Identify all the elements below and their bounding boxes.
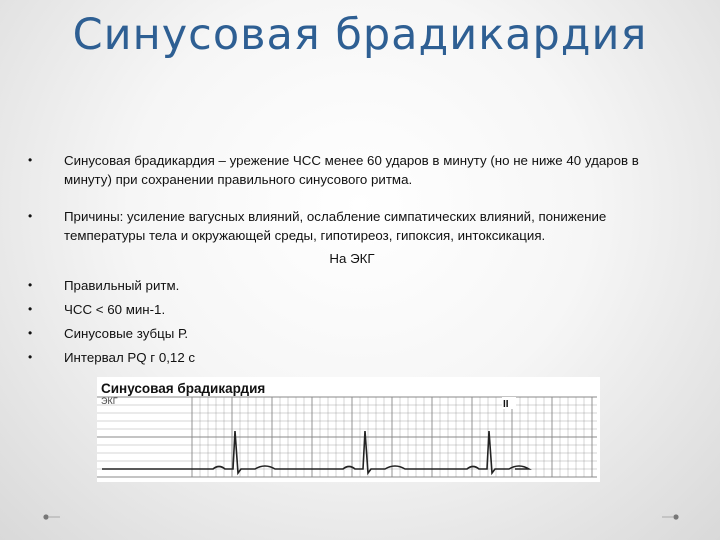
bullet-list bbox=[28, 151, 676, 372]
bullet-criterion-rate bbox=[28, 300, 676, 319]
dots-icon bbox=[661, 514, 679, 520]
ekg-caption: Синусовая брадикардия bbox=[101, 381, 266, 396]
dots-icon bbox=[43, 514, 61, 520]
bullet-dot: • bbox=[28, 350, 33, 364]
bullet-text: Синусовые зубцы Р. bbox=[64, 326, 189, 341]
bullet-dot: • bbox=[28, 278, 33, 292]
bullet-causes bbox=[28, 207, 676, 245]
bullet-criterion-p-waves bbox=[28, 324, 676, 343]
slide-title: Синусовая брадикардия bbox=[72, 10, 648, 60]
bullet-text: Синусовая брадикардия – урежение ЧСС менее 60 ударов в минуту (но не ниже 40 ударов в минуту) при сохранении правильного синусового ритма. bbox=[64, 153, 639, 187]
ekg-figure bbox=[97, 377, 600, 482]
bullet-dot: • bbox=[28, 302, 33, 316]
bullet-definition bbox=[28, 151, 676, 189]
ekg-lead-number: II bbox=[503, 399, 509, 410]
ekg-grid bbox=[97, 397, 597, 477]
bullet-criterion-rhythm bbox=[28, 276, 676, 295]
bullet-text: Причины: усиление вагусных влияний, ослабление симпатических влияний, понижение температуры тела и окружающей среды, гипотиреоз, гипоксия, интоксикация. bbox=[64, 209, 607, 243]
bullet-criterion-pq bbox=[28, 348, 676, 367]
bullet-text: Интервал PQ г 0,12 с bbox=[64, 350, 196, 365]
ekg-lead-label: ЭКГ bbox=[101, 396, 118, 406]
bullet-dot: • bbox=[28, 326, 33, 340]
ekg-heading: На ЭКГ bbox=[329, 251, 375, 266]
ekg-strip bbox=[97, 377, 600, 482]
bullet-dot: • bbox=[28, 153, 33, 167]
bullet-dot: • bbox=[28, 209, 33, 223]
bullet-text: ЧСС < 60 мин-1. bbox=[64, 302, 166, 317]
bullet-text: Правильный ритм. bbox=[64, 278, 180, 293]
